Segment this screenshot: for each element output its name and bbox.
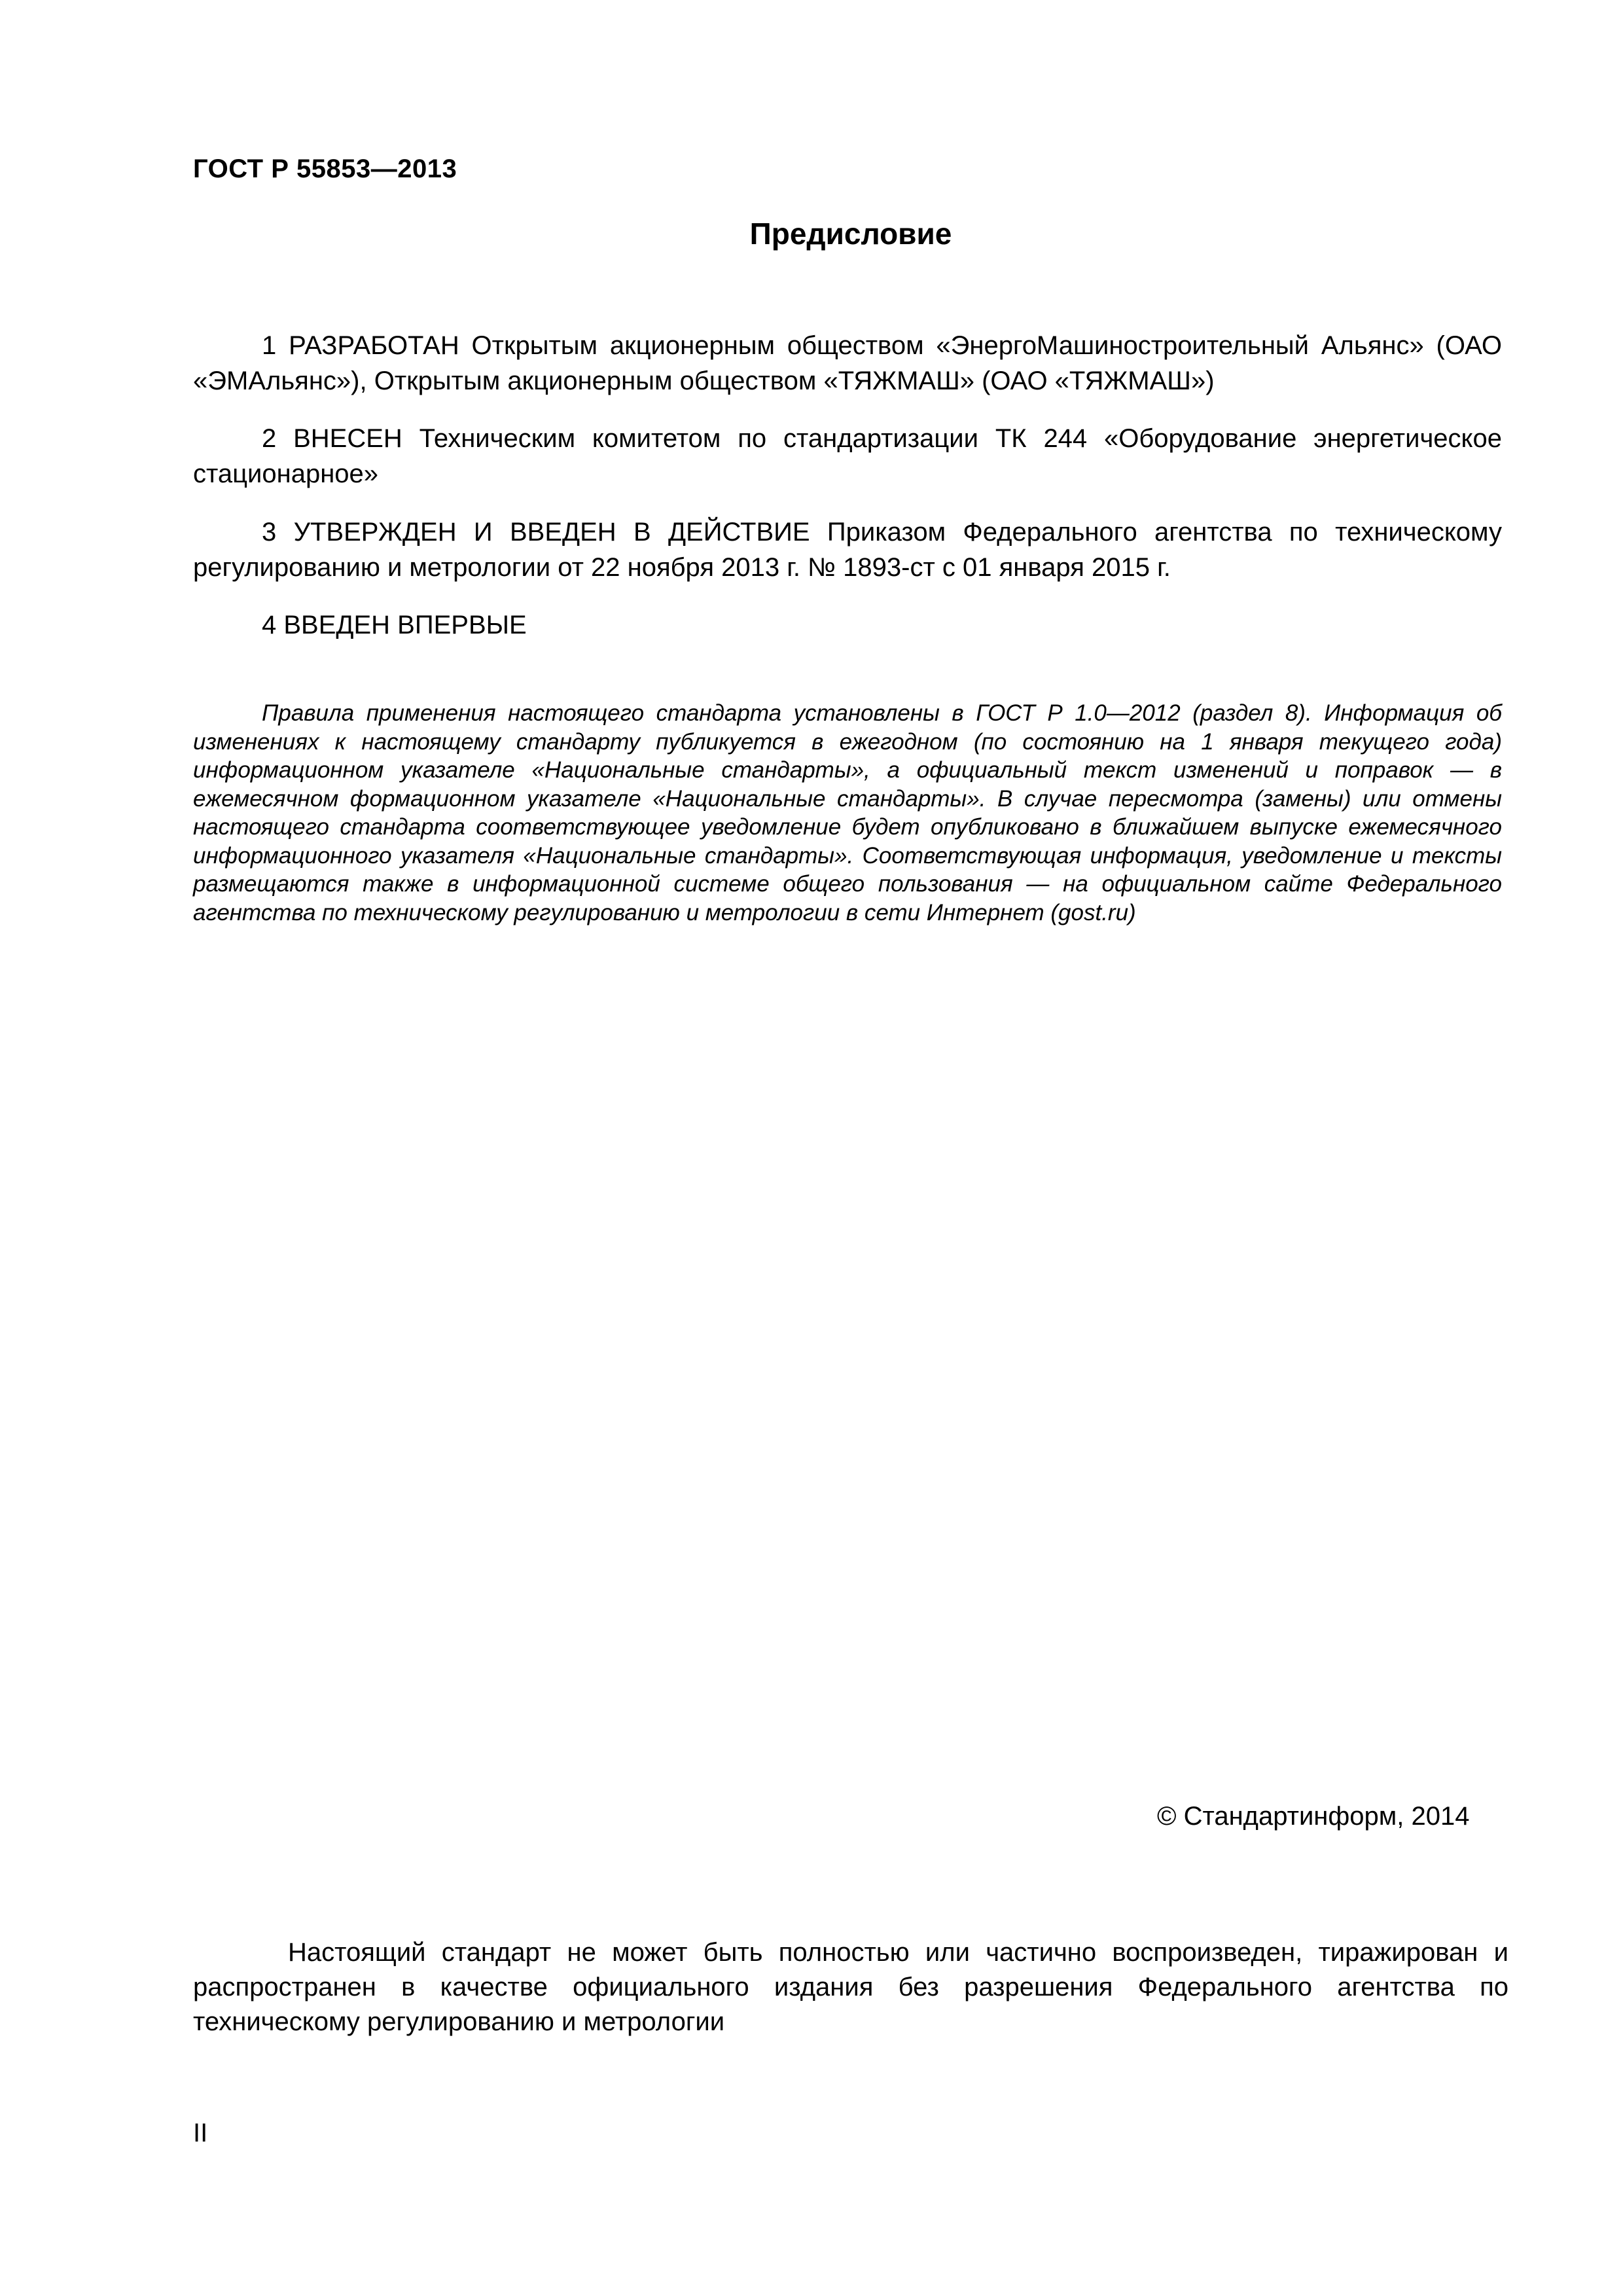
document-code: ГОСТ Р 55853—2013 — [193, 154, 457, 183]
page-title: Предисловие — [749, 217, 952, 251]
paragraph-first-introduced: 4 ВВЕДЕН ВПЕРВЫЕ — [262, 611, 527, 639]
copyright-line: © Стандартинформ, 2014 — [1157, 1802, 1470, 1831]
paragraph-approved: 3 УТВЕРЖДЕН И ВВЕДЕН В ДЕЙСТВИЕ Приказом Федерального агентства по техническому регулированию и метрологии от 22 ноября 2013 г. № 1893-ст с 01 января 2015 г. — [193, 518, 1502, 582]
page-number: II — [193, 2119, 208, 2147]
reproduction-notice: Настоящий стандарт не может быть полностью или частично воспроизведен, тиражирован и распространен в качестве официального издания без разрешения Федерального агентства по техническому регулированию и метрологии — [193, 1938, 1508, 2036]
usage-rules-note: Правила применения настоящего стандарта установлены в ГОСТ Р 1.0—2012 (раздел 8). Информация об изменениях к настоящему стандарту публикуется в ежегодном (по состоянию на 1 января текущего года) информационном указателе «Национальные стандарты», а официальный текст изменений и поправок — в ежемесячном формационном указателе «Национальные стандарты». В случае пересмотра (замены) или отмены настоящего стандарта соответствующее уведомление будет опубликовано в ближайшем выпуске ежемесячного информационного указателя «Национальные стандарты». Соответствующая информация, уведомление и тексты размещаются также в информационной системе общего пользования — на официальном сайте Федерального агентства по техническому регулированию и метрологии в сети Интернет (gost.ru) — [193, 700, 1502, 925]
paragraph-developed-by: 1 РАЗРАБОТАН Открытым акционерным обществом «ЭнергоМашиностроительный Альянс» (ОАО «ЭМАльянс»), Открытым акционерным обществом «ТЯЖМАШ» (ОАО «ТЯЖМАШ») — [193, 331, 1502, 395]
paragraph-introduced-by: 2 ВНЕСЕН Техническим комитетом по стандартизации ТК 244 «Оборудование энергетическое стационарное» — [193, 424, 1502, 488]
